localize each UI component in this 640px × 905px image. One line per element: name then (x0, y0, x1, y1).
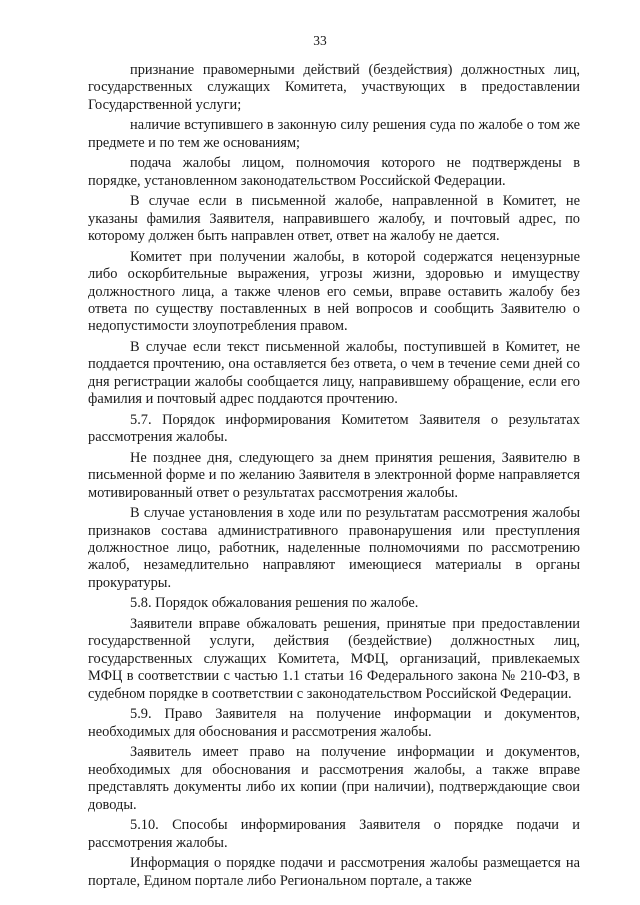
section-heading: 5.10. Способы информирования Заявителя о порядке подачи и рассмотрения жалобы. (88, 817, 580, 851)
paragraph: Комитет при получении жалобы, в которой содержатся нецензурные либо оскорбительные выражения, угрозы жизни, здоровью и имуществу должностного лица, а также членов его семьи, вправе оставить жалобу без ответа по существу поставленных в ней вопросов и сообщить Заявителю о недопустимости злоупотребления правом. (88, 248, 580, 335)
section-heading: 5.8. Порядок обжалования решения по жалобе. (130, 595, 419, 612)
paragraph: Заявители вправе обжаловать решения, принятые при предоставлении государственной услуги, действия (бездействие) должностных лиц, государственных служащих Комитета, МФЦ, организаций, привлекаемых МФЦ в соответствии с частью 1.1 статьи 16 Федерального закона № 210-ФЗ, в судебном порядке в соответствии с законодательством Российской Федерации. (88, 616, 580, 702)
section-heading: 5.7. Порядок информирования Комитетом Заявителя о результатах рассмотрения жалобы. (88, 411, 580, 446)
paragraph: Не позднее дня, следующего за днем принятия решения, Заявителю в письменной форме и по желанию Заявителя в электронной форме направляется мотивированный ответ о результатах рассмотрения жалобы. (88, 449, 580, 501)
paragraph: Заявитель имеет право на получение информации и документов, необходимых для обоснования и рассмотрения жалобы, а также вправе представлять документы либо их копии (при наличии), подтверждающие свои доводы. (88, 744, 580, 813)
paragraph: В случае если текст письменной жалобы, поступившей в Комитет, не поддается прочтению, она оставляется без ответа, о чем в течение семи дней со дня регистрации жалобы сообщается лицу, направившему обращение, если его фамилия и почтовый адрес поддаются прочтению. (88, 339, 580, 408)
paragraph: наличие вступившего в законную силу решения суда по жалобе о том же предмете и по тем же основаниям; (88, 117, 580, 151)
paragraph: В случае установления в ходе или по результатам рассмотрения жалобы признаков состава административного правонарушения или преступления должностное лицо, работник, наделенные полномочиями по рассмотрению жалоб, незамедлительно направляют имеющиеся материалы в органы прокуратуры. (88, 505, 580, 591)
paragraph: подача жалобы лицом, полномочия которого не подтверждены в порядке, установленном законодательством Российской Федерации. (88, 155, 580, 189)
paragraph: В случае если в письменной жалобе, направленной в Комитет, не указаны фамилия Заявителя, направившего жалобу, и почтовый адрес, по которому должен быть направлен ответ, ответ на жалобу не дается. (88, 193, 580, 245)
page-number: 33 (313, 33, 327, 48)
section-heading: 5.9. Право Заявителя на получение информации и документов, необходимых для обоснования и рассмотрения жалобы. (88, 706, 580, 740)
paragraph: Информация о порядке подачи и рассмотрения жалобы размещается на портале, Едином портале либо Региональном портале, а также (88, 855, 580, 889)
body-text (88, 62, 580, 893)
paragraph: признание правомерными действий (бездействия) должностных лиц, государственных служащих Комитета, участвующих в предоставлении Государственной услуги; (88, 62, 580, 113)
